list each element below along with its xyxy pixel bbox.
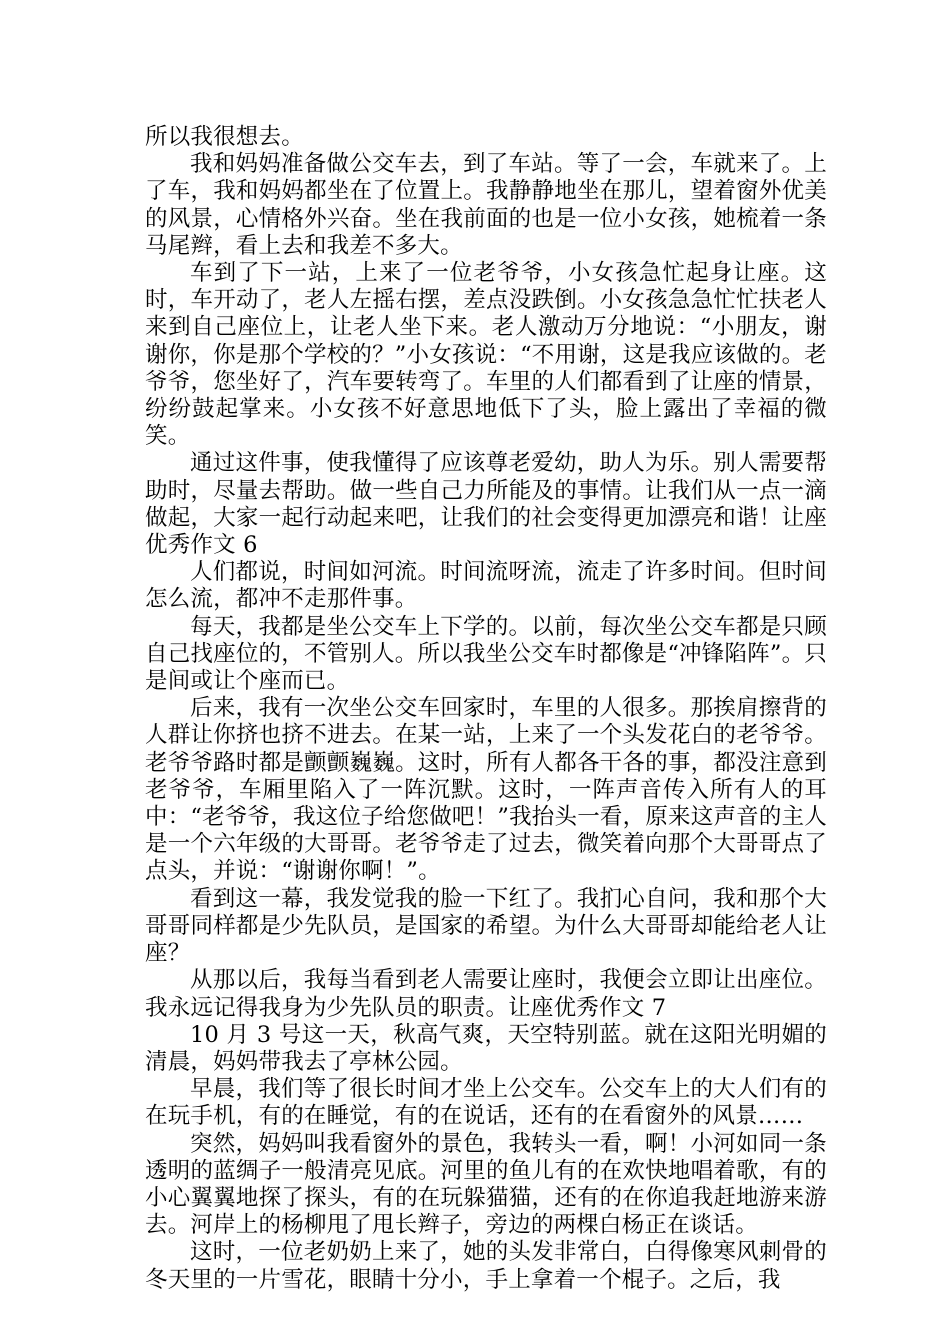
paragraph: 通过这件事，使我懂得了应该尊老爱幼，助人为乐。别人需要帮助时，尽量去帮助。做一些自己力所能及的事情。让我们从一点一滴做起，大家一起行动起来吧，让我们的社会变得更加漂亮和谐！让座优秀作文 6 — [145, 450, 827, 559]
paragraph: 所以我很想去。 — [145, 124, 304, 150]
paragraph: 这时，一位老奶奶上来了，她的头发非常白，白得像寒风刺骨的冬天里的一片雪花，眼睛十分小，手上拿着一个棍子。之后，我 — [145, 1239, 827, 1293]
document-body — [145, 124, 827, 1294]
paragraph: 从那以后，我每当看到老人需要让座时，我便会立即让出座位。我永远记得我身为少先队员的职责。让座优秀作文 7 — [145, 967, 827, 1021]
paragraph: 我和妈妈准备做公交车去，到了车站。等了一会，车就来了。上了车，我和妈妈都坐在了位置上。我静静地坐在那儿，望着窗外优美的风景，心情格外兴奋。坐在我前面的也是一位小女孩，她梳着一条马尾辫，看上去和我差不多大。 — [145, 151, 827, 259]
paragraph: 车到了下一站，上来了一位老爷爷，小女孩急忙起身让座。这时，车开动了，老人左摇右摆，差点没跌倒。小女孩急急忙忙扶老人来到自己座位上，让老人坐下来。老人激动万分地说：“小朋友，谢谢你，你是那个学校的？”小女孩说：“不用谢，这是我应该做的。老爷爷，您坐好了，汽车要转弯了。车里的人们都看到了让座的情景，纷纷鼓起掌来。小女孩不好意思地低下了头，脸上露出了幸福的微笑。 — [145, 260, 827, 450]
paragraph: 后来，我有一次坐公交车回家时，车里的人很多。那挨肩擦背的人群让你挤也挤不进去。在某一站，上来了一个头发花白的老爷爷。老爷爷路时都是颤颤巍巍。这时，所有人都各干各的事，都没注意到老爷爷，车厢里陷入了一阵沉默。这时，一阵声音传入所有人的耳中：“老爷爷，我这位子给您做吧！”我抬头一看，原来这声音的主人是一个六年级的大哥哥。老爷爷走了过去，微笑着向那个大哥哥点了点头，并说：“谢谢你啊！”。 — [145, 695, 827, 885]
paragraph: 早晨，我们等了很长时间才坐上公交车。公交车上的大人们有的在玩手机，有的在睡觉，有的在说话，还有的在看窗外的风景…… — [145, 1076, 827, 1130]
paragraph: 突然，妈妈叫我看窗外的景色，我转头一看，啊！小河如同一条透明的蓝绸子一般清亮见底。河里的鱼儿有的在欢快地唱着歌，有的小心翼翼地探了探头，有的在玩躲猫猫，还有的在你追我赶地游来游去。河岸上的杨柳甩了甩长辫子，旁边的两棵白杨正在谈话。 — [145, 1130, 827, 1239]
paragraph: 每天，我都是坐公交车上下学的。以前，每次坐公交车都是只顾自己找座位的，不管别人。所以我坐公交车时都像是“冲锋陷阵”。只是间或让个座而已。 — [145, 613, 827, 695]
paragraph: 人们都说，时间如河流。时间流呀流，流走了许多时间。但时间怎么流，都冲不走那件事。 — [145, 559, 827, 613]
paragraph: 看到这一幕，我发觉我的脸一下红了。我扪心自问，我和那个大哥哥同样都是少先队员，是国家的希望。为什么大哥哥却能给老人让座？ — [145, 885, 827, 967]
paragraph: 10 月 3 号这一天，秋高气爽，天空特别蓝。就在这阳光明媚的清晨，妈妈带我去了亭林公园。 — [145, 1021, 827, 1075]
